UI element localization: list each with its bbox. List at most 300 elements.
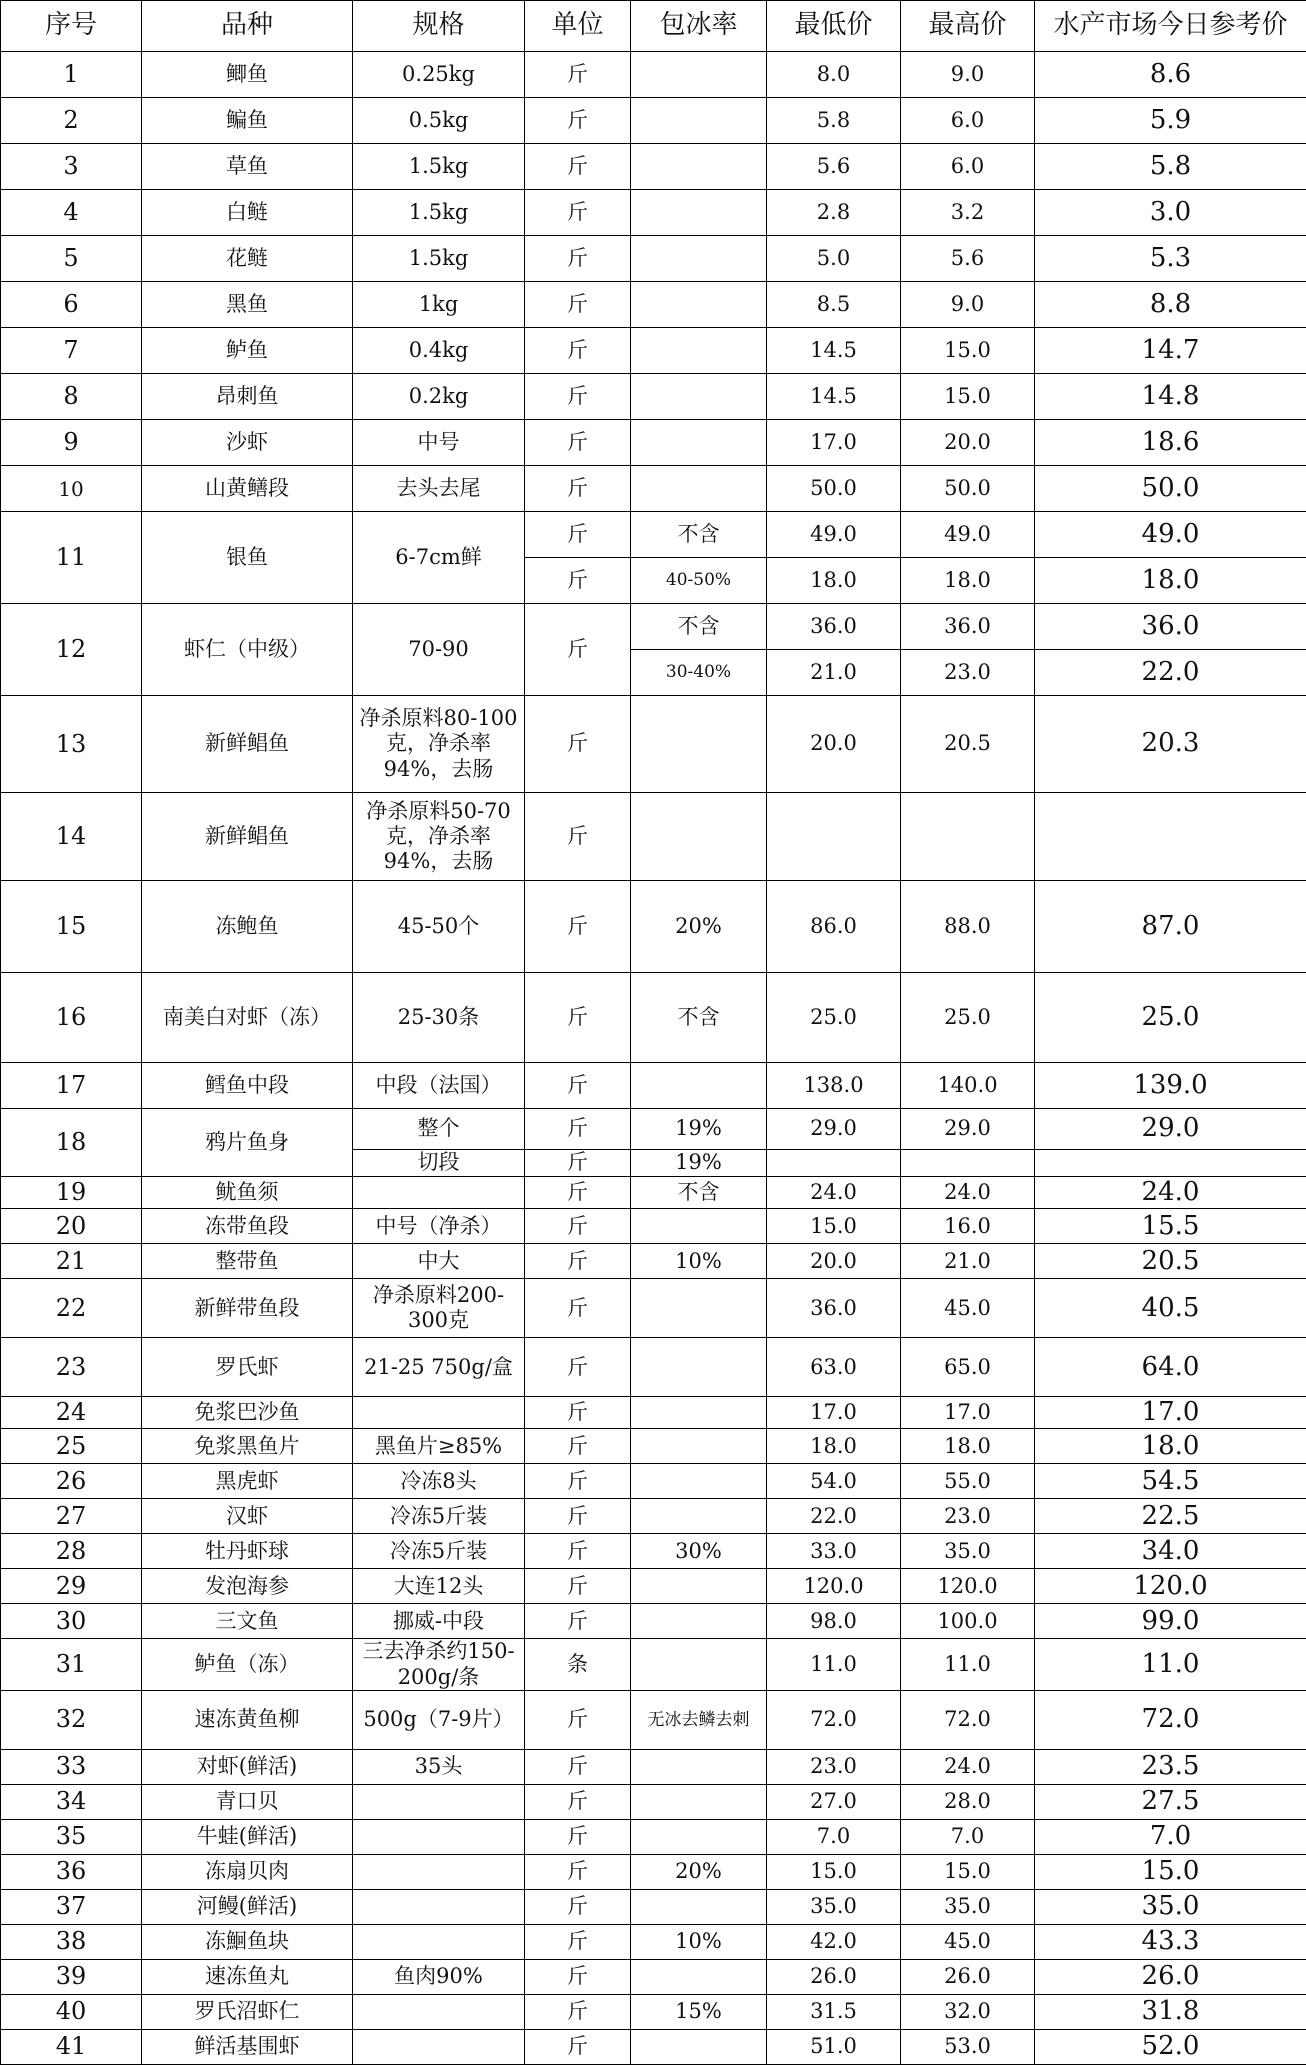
variety-cell: 草鱼: [142, 144, 353, 190]
table-row: [1, 1819, 1306, 1854]
reference-price-cell: 24.0: [1035, 1177, 1306, 1209]
spec-cell: 净杀原料200-300克: [353, 1279, 525, 1338]
unit-cell: 斤: [525, 328, 631, 374]
reference-price-cell: 8.8: [1035, 282, 1306, 328]
max-price-cell: 3.2: [901, 190, 1035, 236]
header-seq: 序号: [1, 1, 142, 52]
spec-cell: 净杀原料80-100克，净杀率94%，去肠: [353, 696, 525, 793]
table-row: [1, 282, 1306, 328]
ice-rate-cell: [631, 1338, 767, 1397]
table-row: [1, 1690, 1306, 1749]
reference-price-cell: 5.3: [1035, 236, 1306, 282]
table-row: [1, 1063, 1306, 1109]
unit-cell: 条: [525, 1639, 631, 1690]
seq-cell: 28: [1, 1534, 142, 1569]
unit-cell: 斤: [525, 1279, 631, 1338]
min-price-cell: 15.0: [767, 1209, 901, 1244]
reference-price-cell: 14.8: [1035, 374, 1306, 420]
ice-rate-cell: [631, 1279, 767, 1338]
unit-cell: 斤: [525, 1244, 631, 1279]
reference-price-cell: 43.3: [1035, 1924, 1306, 1959]
spec-cell: [353, 1854, 525, 1889]
reference-price-cell: 49.0: [1035, 512, 1306, 558]
seq-cell: 6: [1, 282, 142, 328]
max-price-cell: 55.0: [901, 1464, 1035, 1499]
ice-rate-cell: [631, 2029, 767, 2064]
max-price-cell: 9.0: [901, 52, 1035, 98]
ice-rate-cell: [631, 1819, 767, 1854]
unit-cell: 斤: [525, 1429, 631, 1464]
variety-cell: 牡丹虾球: [142, 1534, 353, 1569]
max-price-cell: 18.0: [901, 1429, 1035, 1464]
unit-cell: 斤: [525, 420, 631, 466]
header-name: 品种: [142, 1, 353, 52]
reference-price-cell: 52.0: [1035, 2029, 1306, 2064]
ice-rate-cell: [631, 420, 767, 466]
ice-rate-cell: 不含: [631, 973, 767, 1063]
table-row: [1, 1109, 1306, 1150]
variety-cell: 鲈鱼（冻）: [142, 1639, 353, 1690]
reference-price-cell: 22.5: [1035, 1499, 1306, 1534]
reference-price-cell: 29.0: [1035, 1109, 1306, 1150]
reference-price-cell: 7.0: [1035, 1819, 1306, 1854]
max-price-cell: 35.0: [901, 1534, 1035, 1569]
max-price-cell: 15.0: [901, 328, 1035, 374]
table-row: [1, 1749, 1306, 1784]
min-price-cell: 11.0: [767, 1639, 901, 1690]
unit-cell: 斤: [525, 1534, 631, 1569]
table-row: [1, 374, 1306, 420]
spec-cell: 中号（净杀）: [353, 1209, 525, 1244]
spec-cell: 黑鱼片≥85%: [353, 1429, 525, 1464]
seq-cell: 38: [1, 1924, 142, 1959]
table-row: [1, 1177, 1306, 1209]
seq-cell: 19: [1, 1177, 142, 1209]
spec-cell: [353, 1924, 525, 1959]
variety-cell: 免浆黑鱼片: [142, 1429, 353, 1464]
variety-cell: 鸦片鱼身: [142, 1109, 353, 1177]
unit-cell: 斤: [525, 1464, 631, 1499]
min-price-cell: 14.5: [767, 328, 901, 374]
table-row: [1, 1338, 1306, 1397]
unit-cell: 斤: [525, 1959, 631, 1994]
variety-cell: 对虾(鲜活): [142, 1749, 353, 1784]
min-price-cell: 18.0: [767, 1429, 901, 1464]
min-price-cell: 35.0: [767, 1889, 901, 1924]
ice-rate-cell: [631, 190, 767, 236]
unit-cell: 斤: [525, 558, 631, 604]
variety-cell: 罗氏沼虾仁: [142, 1994, 353, 2029]
reference-price-cell: 18.6: [1035, 420, 1306, 466]
min-price-cell: 14.5: [767, 374, 901, 420]
min-price-cell: 138.0: [767, 1063, 901, 1109]
reference-price-cell: 23.5: [1035, 1749, 1306, 1784]
unit-cell: 斤: [525, 696, 631, 793]
max-price-cell: 53.0: [901, 2029, 1035, 2064]
variety-cell: 鳕鱼中段: [142, 1063, 353, 1109]
reference-price-cell: 20.3: [1035, 696, 1306, 793]
variety-cell: 整带鱼: [142, 1244, 353, 1279]
seq-cell: 12: [1, 604, 142, 696]
min-price-cell: 49.0: [767, 512, 901, 558]
max-price-cell: 20.0: [901, 420, 1035, 466]
variety-cell: 黑鱼: [142, 282, 353, 328]
ice-rate-cell: 19%: [631, 1109, 767, 1150]
ice-rate-cell: [631, 1604, 767, 1639]
spec-cell: 冷冻8头: [353, 1464, 525, 1499]
ice-rate-cell: [631, 793, 767, 881]
seq-cell: 2: [1, 98, 142, 144]
table-row: [1, 1784, 1306, 1819]
table-row: [1, 144, 1306, 190]
max-price-cell: 16.0: [901, 1209, 1035, 1244]
reference-price-cell: 11.0: [1035, 1639, 1306, 1690]
min-price-cell: 8.0: [767, 52, 901, 98]
table-row: [1, 1569, 1306, 1604]
min-price-cell: 20.0: [767, 696, 901, 793]
spec-cell: 中段（法国）: [353, 1063, 525, 1109]
min-price-cell: 24.0: [767, 1177, 901, 1209]
spec-cell: [353, 1397, 525, 1429]
table-row: [1, 973, 1306, 1063]
table-row: [1, 512, 1306, 558]
table-row: [1, 1994, 1306, 2029]
reference-price-cell: [1035, 793, 1306, 881]
ice-rate-cell: 30-40%: [631, 650, 767, 696]
reference-price-cell: 14.7: [1035, 328, 1306, 374]
min-price-cell: 72.0: [767, 1690, 901, 1749]
unit-cell: 斤: [525, 2029, 631, 2064]
reference-price-cell: 27.5: [1035, 1784, 1306, 1819]
unit-cell: 斤: [525, 466, 631, 512]
max-price-cell: 36.0: [901, 604, 1035, 650]
max-price-cell: 15.0: [901, 1854, 1035, 1889]
seq-cell: 10: [1, 466, 142, 512]
ice-rate-cell: 不含: [631, 604, 767, 650]
ice-rate-cell: [631, 1209, 767, 1244]
max-price-cell: 26.0: [901, 1959, 1035, 1994]
max-price-cell: 21.0: [901, 1244, 1035, 1279]
ice-rate-cell: 不含: [631, 1177, 767, 1209]
unit-cell: 斤: [525, 1819, 631, 1854]
ice-rate-cell: 10%: [631, 1244, 767, 1279]
unit-cell: 斤: [525, 1994, 631, 2029]
table-row: [1, 2029, 1306, 2064]
min-price-cell: 29.0: [767, 1109, 901, 1150]
min-price-cell: 36.0: [767, 1279, 901, 1338]
spec-cell: 1.5kg: [353, 144, 525, 190]
min-price-cell: 42.0: [767, 1924, 901, 1959]
reference-price-cell: 15.5: [1035, 1209, 1306, 1244]
unit-cell: 斤: [525, 881, 631, 973]
max-price-cell: [901, 793, 1035, 881]
min-price-cell: 33.0: [767, 1534, 901, 1569]
unit-cell: 斤: [525, 374, 631, 420]
min-price-cell: 120.0: [767, 1569, 901, 1604]
max-price-cell: 25.0: [901, 973, 1035, 1063]
spec-cell: 冷冻5斤装: [353, 1534, 525, 1569]
unit-cell: 斤: [525, 1209, 631, 1244]
ice-rate-cell: [631, 1464, 767, 1499]
table-row: [1, 1854, 1306, 1889]
seq-cell: 11: [1, 512, 142, 604]
reference-price-cell: 25.0: [1035, 973, 1306, 1063]
spec-cell: 切段: [353, 1150, 525, 1177]
table-row: [1, 236, 1306, 282]
unit-cell: 斤: [525, 236, 631, 282]
variety-cell: 黑虎虾: [142, 1464, 353, 1499]
ice-rate-cell: 15%: [631, 1994, 767, 2029]
spec-cell: 中大: [353, 1244, 525, 1279]
spec-cell: 6-7cm鲜: [353, 512, 525, 604]
reference-price-cell: 5.8: [1035, 144, 1306, 190]
ice-rate-cell: [631, 328, 767, 374]
reference-price-cell: 40.5: [1035, 1279, 1306, 1338]
min-price-cell: 27.0: [767, 1784, 901, 1819]
table-row: [1, 466, 1306, 512]
max-price-cell: 49.0: [901, 512, 1035, 558]
variety-cell: 白鲢: [142, 190, 353, 236]
min-price-cell: 25.0: [767, 973, 901, 1063]
seq-cell: 34: [1, 1784, 142, 1819]
seq-cell: 9: [1, 420, 142, 466]
ice-rate-cell: [631, 1397, 767, 1429]
seq-cell: 31: [1, 1639, 142, 1690]
seq-cell: 15: [1, 881, 142, 973]
variety-cell: 冻扇贝肉: [142, 1854, 353, 1889]
reference-price-cell: 26.0: [1035, 1959, 1306, 1994]
table-row: [1, 1279, 1306, 1338]
ice-rate-cell: [631, 1569, 767, 1604]
ice-rate-cell: [631, 466, 767, 512]
seq-cell: 25: [1, 1429, 142, 1464]
min-price-cell: 22.0: [767, 1499, 901, 1534]
spec-cell: 1.5kg: [353, 190, 525, 236]
variety-cell: 鱿鱼须: [142, 1177, 353, 1209]
table-row: [1, 98, 1306, 144]
max-price-cell: 32.0: [901, 1994, 1035, 2029]
min-price-cell: 36.0: [767, 604, 901, 650]
variety-cell: 罗氏虾: [142, 1338, 353, 1397]
unit-cell: 斤: [525, 1569, 631, 1604]
unit-cell: 斤: [525, 512, 631, 558]
ice-rate-cell: 10%: [631, 1924, 767, 1959]
reference-price-cell: 54.5: [1035, 1464, 1306, 1499]
min-price-cell: [767, 1150, 901, 1177]
ice-rate-cell: [631, 282, 767, 328]
min-price-cell: 17.0: [767, 420, 901, 466]
ice-rate-cell: [631, 1784, 767, 1819]
max-price-cell: 72.0: [901, 1690, 1035, 1749]
max-price-cell: 100.0: [901, 1604, 1035, 1639]
table-row: [1, 190, 1306, 236]
reference-price-cell: 5.9: [1035, 98, 1306, 144]
table-row: [1, 881, 1306, 973]
variety-cell: 新鲜鲳鱼: [142, 696, 353, 793]
table-row: [1, 52, 1306, 98]
spec-cell: 35头: [353, 1749, 525, 1784]
min-price-cell: 8.5: [767, 282, 901, 328]
seq-cell: 5: [1, 236, 142, 282]
ice-rate-cell: [631, 696, 767, 793]
unit-cell: 斤: [525, 1338, 631, 1397]
max-price-cell: 23.0: [901, 650, 1035, 696]
spec-cell: [353, 1994, 525, 2029]
spec-cell: [353, 1819, 525, 1854]
ice-rate-cell: [631, 1063, 767, 1109]
spec-cell: 70-90: [353, 604, 525, 696]
seq-cell: 36: [1, 1854, 142, 1889]
min-price-cell: 21.0: [767, 650, 901, 696]
seq-cell: 22: [1, 1279, 142, 1338]
max-price-cell: 45.0: [901, 1924, 1035, 1959]
seq-cell: 17: [1, 1063, 142, 1109]
header-min-price: 最低价: [767, 1, 901, 52]
variety-cell: 花鲢: [142, 236, 353, 282]
unit-cell: 斤: [525, 1063, 631, 1109]
spec-cell: 去头去尾: [353, 466, 525, 512]
variety-cell: 山黄鳝段: [142, 466, 353, 512]
max-price-cell: 65.0: [901, 1338, 1035, 1397]
variety-cell: 新鲜鲳鱼: [142, 793, 353, 881]
min-price-cell: 98.0: [767, 1604, 901, 1639]
reference-price-cell: 31.8: [1035, 1994, 1306, 2029]
ice-rate-cell: 40-50%: [631, 558, 767, 604]
seq-cell: 24: [1, 1397, 142, 1429]
variety-cell: 新鲜带鱼段: [142, 1279, 353, 1338]
spec-cell: 0.4kg: [353, 328, 525, 374]
seq-cell: 37: [1, 1889, 142, 1924]
min-price-cell: 23.0: [767, 1749, 901, 1784]
spec-cell: [353, 1784, 525, 1819]
ice-rate-cell: [631, 1499, 767, 1534]
unit-cell: 斤: [525, 98, 631, 144]
unit-cell: 斤: [525, 282, 631, 328]
max-price-cell: 88.0: [901, 881, 1035, 973]
reference-price-cell: 17.0: [1035, 1397, 1306, 1429]
seq-cell: 7: [1, 328, 142, 374]
table-row: [1, 1639, 1306, 1690]
seq-cell: 4: [1, 190, 142, 236]
seq-cell: 18: [1, 1109, 142, 1177]
spec-cell: 21-25 750g/盒: [353, 1338, 525, 1397]
reference-price-cell: 20.5: [1035, 1244, 1306, 1279]
reference-price-cell: 18.0: [1035, 558, 1306, 604]
max-price-cell: 11.0: [901, 1639, 1035, 1690]
max-price-cell: 140.0: [901, 1063, 1035, 1109]
min-price-cell: 63.0: [767, 1338, 901, 1397]
spec-cell: 0.5kg: [353, 98, 525, 144]
ice-rate-cell: 无冰去鳞去刺: [631, 1690, 767, 1749]
unit-cell: 斤: [525, 1749, 631, 1784]
reference-price-cell: 35.0: [1035, 1889, 1306, 1924]
min-price-cell: 31.5: [767, 1994, 901, 2029]
unit-cell: 斤: [525, 1604, 631, 1639]
spec-cell: 500g（7-9片）: [353, 1690, 525, 1749]
spec-cell: 大连12头: [353, 1569, 525, 1604]
spec-cell: 45-50个: [353, 881, 525, 973]
seq-cell: 33: [1, 1749, 142, 1784]
table-row: [1, 1959, 1306, 1994]
ice-rate-cell: [631, 52, 767, 98]
variety-cell: 虾仁（中级）: [142, 604, 353, 696]
seq-cell: 27: [1, 1499, 142, 1534]
header-ice-rate: 包冰率: [631, 1, 767, 52]
variety-cell: 速冻黄鱼柳: [142, 1690, 353, 1749]
reference-price-cell: 18.0: [1035, 1429, 1306, 1464]
variety-cell: 冻带鱼段: [142, 1209, 353, 1244]
ice-rate-cell: 20%: [631, 881, 767, 973]
unit-cell: 斤: [525, 793, 631, 881]
max-price-cell: 6.0: [901, 98, 1035, 144]
spec-cell: [353, 2029, 525, 2064]
variety-cell: 牛蛙(鲜活): [142, 1819, 353, 1854]
seq-cell: 40: [1, 1994, 142, 2029]
reference-price-cell: 64.0: [1035, 1338, 1306, 1397]
table-row: [1, 793, 1306, 881]
min-price-cell: 17.0: [767, 1397, 901, 1429]
spec-cell: [353, 1889, 525, 1924]
spec-cell: [353, 1177, 525, 1209]
ice-rate-cell: 19%: [631, 1150, 767, 1177]
variety-cell: 鲫鱼: [142, 52, 353, 98]
variety-cell: 速冻鱼丸: [142, 1959, 353, 1994]
ice-rate-cell: 20%: [631, 1854, 767, 1889]
ice-rate-cell: [631, 236, 767, 282]
unit-cell: 斤: [525, 973, 631, 1063]
min-price-cell: 5.6: [767, 144, 901, 190]
spec-cell: 1kg: [353, 282, 525, 328]
table-row: [1, 328, 1306, 374]
header-reference-price: 水产市场今日参考价: [1035, 1, 1306, 52]
header-row: [1, 1, 1306, 52]
ice-rate-cell: 不含: [631, 512, 767, 558]
max-price-cell: 6.0: [901, 144, 1035, 190]
seq-cell: 21: [1, 1244, 142, 1279]
max-price-cell: 50.0: [901, 466, 1035, 512]
table-row: [1, 1244, 1306, 1279]
unit-cell: 斤: [525, 1690, 631, 1749]
unit-cell: 斤: [525, 1397, 631, 1429]
max-price-cell: 17.0: [901, 1397, 1035, 1429]
min-price-cell: 5.0: [767, 236, 901, 282]
header-spec: 规格: [353, 1, 525, 52]
reference-price-cell: 99.0: [1035, 1604, 1306, 1639]
variety-cell: 三文鱼: [142, 1604, 353, 1639]
max-price-cell: 23.0: [901, 1499, 1035, 1534]
variety-cell: 冻鮰鱼块: [142, 1924, 353, 1959]
seq-cell: 35: [1, 1819, 142, 1854]
unit-cell: 斤: [525, 1499, 631, 1534]
table-row: [1, 1499, 1306, 1534]
max-price-cell: [901, 1150, 1035, 1177]
variety-cell: 发泡海参: [142, 1569, 353, 1604]
max-price-cell: 28.0: [901, 1784, 1035, 1819]
ice-rate-cell: [631, 1959, 767, 1994]
spec-cell: 鱼肉90%: [353, 1959, 525, 1994]
seq-cell: 32: [1, 1690, 142, 1749]
ice-rate-cell: [631, 1429, 767, 1464]
ice-rate-cell: [631, 1749, 767, 1784]
spec-cell: 冷冻5斤装: [353, 1499, 525, 1534]
variety-cell: 南美白对虾（冻）: [142, 973, 353, 1063]
reference-price-cell: 120.0: [1035, 1569, 1306, 1604]
max-price-cell: 20.5: [901, 696, 1035, 793]
variety-cell: 银鱼: [142, 512, 353, 604]
reference-price-cell: 50.0: [1035, 466, 1306, 512]
table-row: [1, 1889, 1306, 1924]
min-price-cell: 7.0: [767, 1819, 901, 1854]
